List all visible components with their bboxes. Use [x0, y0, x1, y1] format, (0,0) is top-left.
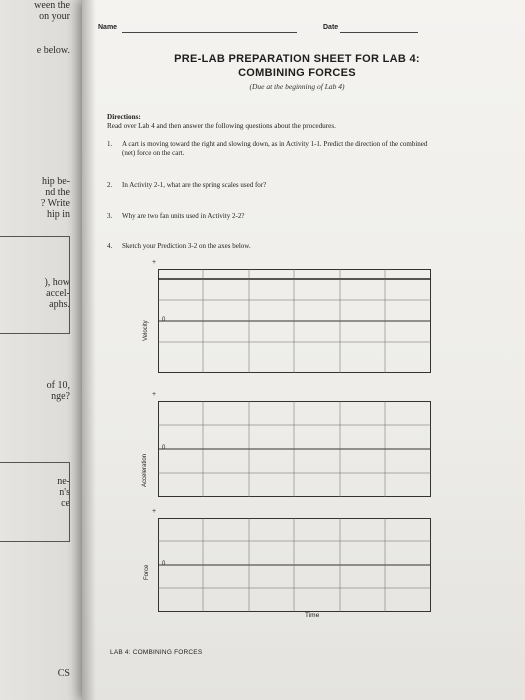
velocity-axis-label: Velocity: [143, 320, 149, 341]
question-number: 3.: [107, 212, 113, 220]
date-label: Date: [323, 24, 339, 31]
question-text: A cart is moving toward the right and slowing down, as in Activity 1-1. Predict the direction of the combined (net) force on the cart.: [122, 140, 428, 157]
title-line-1: PRE-LAB PREPARATION SHEET FOR LAB 4:: [174, 53, 420, 65]
left-page-fragment: of 10, nge?: [46, 380, 70, 402]
velocity-graph[interactable]: [143, 259, 431, 377]
page-title: [152, 52, 442, 80]
page-footer: LAB 4: COMBINING FORCES: [110, 649, 203, 656]
question-4: [107, 242, 437, 251]
zero-label: 0: [162, 445, 166, 451]
left-page-fragment: ween the on your: [34, 0, 70, 22]
left-page-fragment: CS: [57, 668, 70, 679]
left-page-fragment: ne- n's ce: [57, 476, 70, 509]
question-text: In Activity 2-1, what are the spring scales used for?: [122, 181, 267, 189]
directions-heading: Directions:: [107, 113, 141, 121]
name-label: Name: [98, 24, 118, 31]
name-field-line[interactable]: [122, 32, 297, 33]
left-page-box-edge: [0, 236, 70, 334]
acceleration-axis-label: Acceleration: [142, 453, 148, 487]
page-subtitle: (Due at the beginning of Lab 4): [249, 82, 345, 91]
question-2: [107, 181, 437, 190]
left-page-fragment: ), how accel- aphs.: [44, 277, 70, 310]
positive-axis-marker: +: [152, 508, 157, 515]
directions-text: Read over Lab 4 and then answer the following questions about the procedures.: [107, 122, 336, 130]
time-axis-label: Time: [305, 612, 320, 619]
title-line-2: COMBINING FORCES: [238, 67, 356, 79]
force-graph[interactable]: [144, 508, 431, 614]
question-3: [107, 212, 437, 221]
left-page-fragment: hip be- nd the ? Write hip in: [40, 176, 70, 220]
name-date-row: [98, 24, 525, 38]
question-text: Why are two fan units used in Activity 2-2?: [122, 212, 245, 220]
zero-label: 0: [162, 561, 166, 567]
force-axis-label: Force: [144, 564, 150, 580]
force-grid: [158, 518, 431, 612]
question-number: 1.: [107, 140, 113, 148]
velocity-grid: [158, 269, 431, 373]
left-page-box-edge: [0, 462, 70, 542]
question-1: [107, 140, 437, 158]
question-number: 4.: [107, 242, 113, 250]
left-page-fragment: e below.: [36, 45, 70, 56]
zero-label: 0: [162, 317, 166, 323]
acceleration-graph[interactable]: [142, 391, 431, 499]
directions-block: [107, 113, 437, 131]
date-field-line[interactable]: [340, 32, 418, 33]
acceleration-grid: [158, 401, 431, 497]
question-text: Sketch your Prediction 3-2 on the axes below.: [122, 242, 251, 250]
positive-axis-marker: +: [152, 391, 157, 398]
positive-axis-marker: +: [152, 259, 157, 266]
question-number: 2.: [107, 181, 113, 189]
page-gutter-shadow: [82, 0, 96, 700]
